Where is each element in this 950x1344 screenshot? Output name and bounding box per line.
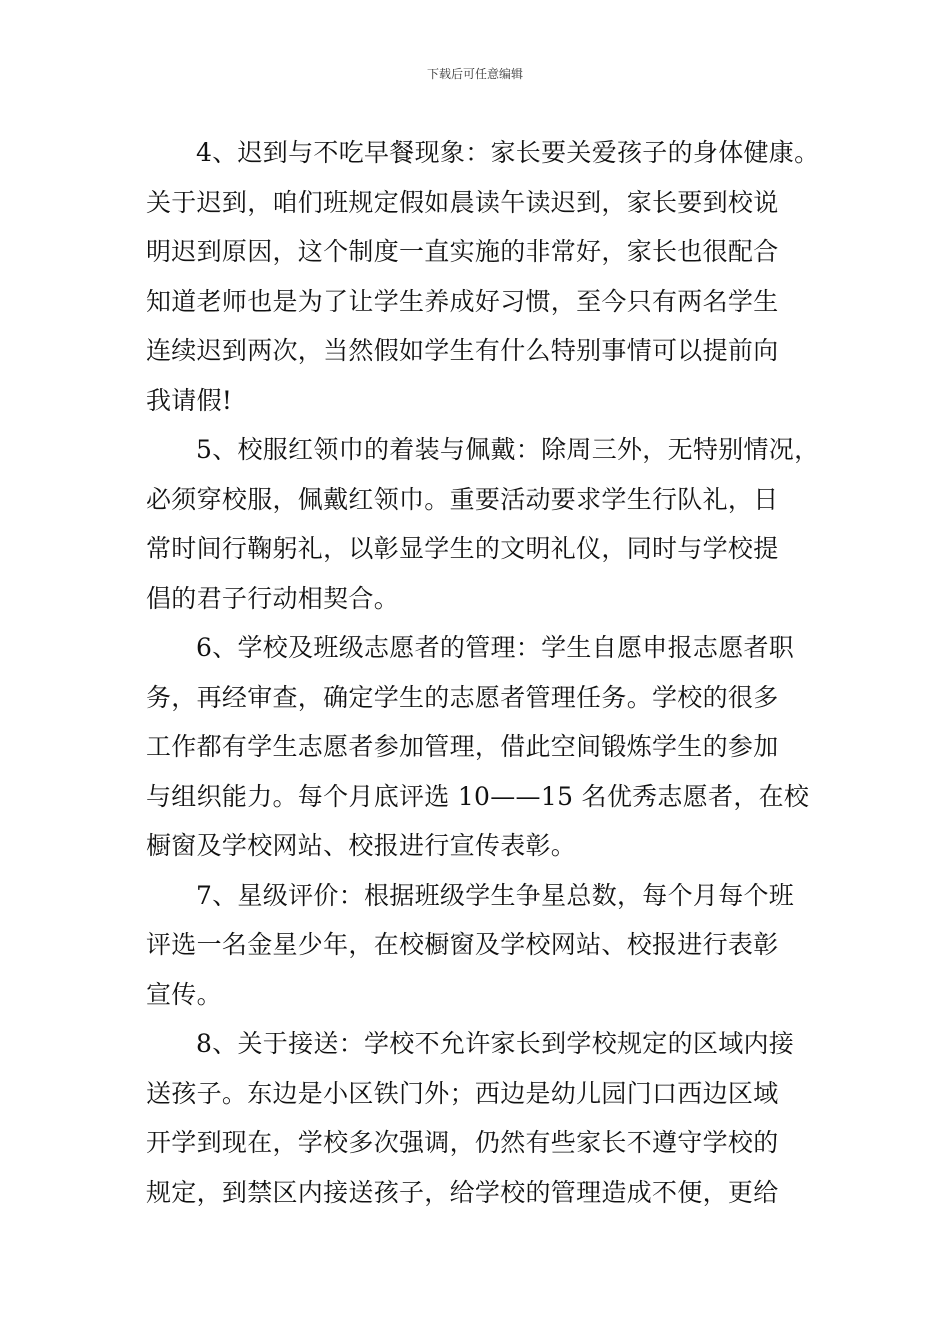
document-body — [146, 128, 820, 1217]
text-line: 4、迟到与不吃早餐现象：家长要关爱孩子的身体健康。 — [196, 138, 820, 167]
text-line: 与组织能力。每个月底评选 10——15 名优秀志愿者，在校 — [146, 781, 810, 811]
text-line: 倡的君子行动相契合。 — [146, 583, 400, 613]
paragraph-lateness — [146, 128, 820, 425]
text-line: 常时间行鞠躬礼，以彰显学生的文明礼仪，同时与学校提 — [146, 534, 779, 563]
text-line: 开学到现在，学校多次强调，仍然有些家长不遵守学校的 — [146, 1128, 779, 1157]
text-line: 明迟到原因，这个制度一直实施的非常好，家长也很配合 — [146, 237, 779, 266]
paragraph-volunteers — [146, 623, 810, 871]
text-line: 7、星级评价：根据班级学生争星总数，每个月每个班 — [196, 880, 795, 910]
text-line: 务，再经审查，确定学生的志愿者管理任务。学校的很多 — [146, 682, 779, 712]
text-line: 宣传。 — [146, 979, 222, 1009]
text-line: 送孩子。东边是小区铁门外；西边是幼儿园门口西边区域 — [146, 1078, 779, 1108]
page-header-note: 下载后可任意编辑 — [426, 67, 523, 81]
text-line: 连续迟到两次，当然假如学生有什么特别事情可以提前向 — [146, 336, 779, 365]
text-line: 评选一名金星少年，在校橱窗及学校网站、校报进行表彰 — [146, 930, 779, 959]
text-line: 6、学校及班级志愿者的管理：学生自愿申报志愿者职 — [196, 633, 795, 662]
paragraph-uniform — [146, 425, 820, 623]
text-line: 我请假! — [146, 385, 233, 415]
text-line: 橱窗及学校网站、校报进行宣传表彰。 — [146, 831, 577, 860]
text-line: 必须穿校服，佩戴红领巾。重要活动要求学生行队礼，日 — [146, 484, 779, 514]
text-line: 工作都有学生志愿者参加管理，借此空间锻炼学生的参加 — [146, 732, 779, 761]
text-line: 8、关于接送：学校不允许家长到学校规定的区域内接 — [196, 1029, 795, 1058]
text-line: 知道老师也是为了让学生养成好习惯，至今只有两名学生 — [146, 286, 779, 316]
text-line: 规定，到禁区内接送孩子，给学校的管理造成不便，更给 — [146, 1177, 779, 1207]
paragraph-star-rating — [146, 871, 810, 1020]
paragraph-pickup — [146, 1019, 810, 1217]
text-line: 5、校服红领巾的着装与佩戴：除周三外，无特别情况， — [196, 435, 820, 464]
text-line: 关于迟到，咱们班规定假如晨读午读迟到，家长要到校说 — [146, 187, 779, 217]
